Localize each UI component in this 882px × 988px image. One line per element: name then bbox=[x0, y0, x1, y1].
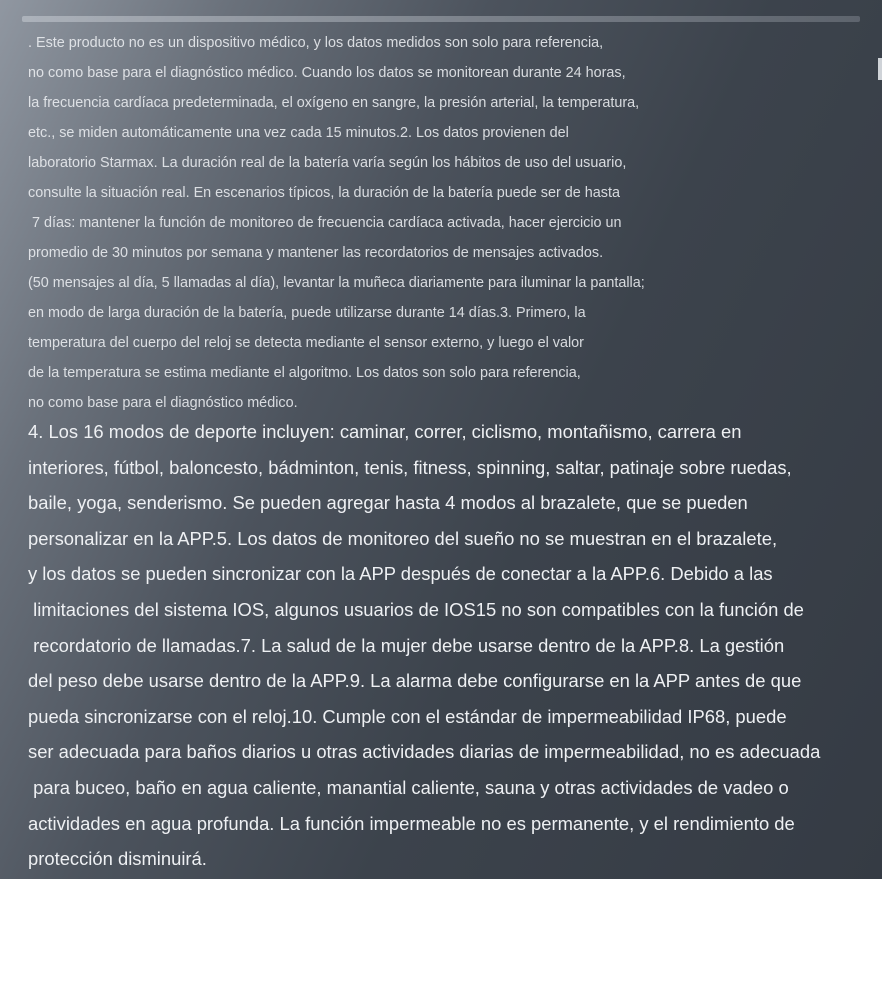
note-line: la frecuencia cardíaca predeterminada, el oxígeno en sangre, la presión arterial, la temperatura, bbox=[28, 95, 640, 111]
note-line: etc., se miden automáticamente una vez cada 15 minutos.2. Los datos provienen del bbox=[28, 125, 569, 141]
notes-small-text bbox=[28, 28, 868, 418]
note-line: recordatorio de llamadas.7. La salud de la mujer debe usarse dentro de la APP.8. La gestión bbox=[28, 634, 785, 656]
note-line: protección disminuirá. bbox=[28, 848, 207, 870]
note-line: 4. Los 16 modos de deporte incluyen: caminar, correr, ciclismo, montañismo, carrera en bbox=[28, 421, 742, 442]
note-line: ser adecuada para baños diarios u otras actividades diarias de impermeabilidad, no es adecuada bbox=[28, 741, 821, 763]
note-line: 7 días: mantener la función de monitoreo de frecuencia cardíaca activada, hacer ejercicio un bbox=[28, 215, 622, 231]
note-line: de la temperatura se estima mediante el algoritmo. Los datos son solo para referencia, bbox=[28, 365, 581, 381]
note-line: promedio de 30 minutos por semana y mantener las recordatorios de mensajes activados. bbox=[28, 245, 604, 261]
note-line: laboratorio Starmax. La duración real de la batería varía según los hábitos de uso del usuario, bbox=[28, 155, 627, 171]
note-line: no como base para el diagnóstico médico. Cuando los datos se monitorean durante 24 horas, bbox=[28, 65, 626, 81]
panel-top-divider bbox=[22, 16, 860, 22]
note-line: consulte la situación real. En escenarios típicos, la duración de la batería puede ser de hasta bbox=[28, 185, 620, 201]
note-line: limitaciones del sistema IOS, algunos usuarios de IOS15 no son compatibles con la función de bbox=[28, 598, 804, 620]
edge-marker bbox=[878, 58, 882, 80]
note-line: del peso debe usarse dentro de la APP.9. La alarma debe configurarse en la APP antes de que bbox=[28, 670, 802, 692]
note-line: personalizar en la APP.5. Los datos de monitoreo del sueño no se muestran en el brazalete, bbox=[28, 527, 778, 549]
note-line: pueda sincronizarse con el reloj.10. Cumple con el estándar de impermeabilidad IP68, puede bbox=[28, 705, 787, 727]
note-line: y los datos se pueden sincronizar con la APP después de conectar a la APP.6. Debido a las bbox=[28, 563, 773, 585]
notes-large-text bbox=[28, 414, 878, 877]
note-line: baile, yoga, senderismo. Se pueden agregar hasta 4 modos al brazalete, que se pueden bbox=[28, 492, 748, 514]
note-line: . Este producto no es un dispositivo médico, y los datos medidos son solo para referencia, bbox=[28, 35, 604, 51]
note-line: temperatura del cuerpo del reloj se detecta mediante el sensor externo, y luego el valor bbox=[28, 335, 584, 351]
note-line: interiores, fútbol, baloncesto, bádminton, tenis, fitness, spinning, saltar, patinaje sobre ruedas, bbox=[28, 456, 792, 478]
note-line: no como base para el diagnóstico médico. bbox=[28, 395, 298, 411]
note-line: para buceo, baño en agua caliente, manantial caliente, sauna y otras actividades de vadeo o bbox=[28, 776, 789, 798]
note-line: (50 mensajes al día, 5 llamadas al día), levantar la muñeca diariamente para iluminar la pantalla; bbox=[28, 275, 645, 291]
note-line: en modo de larga duración de la batería, puede utilizarse durante 14 días.3. Primero, la bbox=[28, 305, 586, 321]
note-line: actividades en agua profunda. La función impermeable no es permanente, y el rendimiento de bbox=[28, 812, 795, 834]
